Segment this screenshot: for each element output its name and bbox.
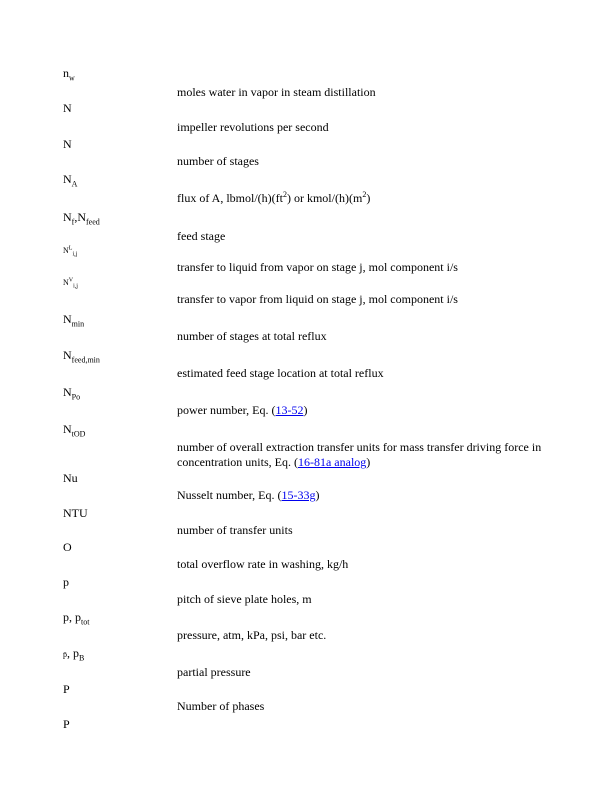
list-item xyxy=(63,277,553,306)
symbol: N xyxy=(63,101,72,115)
definition: moles water in vapor in steam distillation xyxy=(177,85,376,99)
symbol: $N_{min}$ xyxy=(63,312,85,329)
definition: impeller revolutions per second xyxy=(177,120,329,134)
symbol: NTU xyxy=(63,506,88,520)
list-item xyxy=(63,348,553,380)
definition: feed stage xyxy=(177,229,226,243)
definition: number of overall extraction transfer units for mass transfer driving force in concentration units, Eq. (16-81a analog) xyxy=(177,440,542,469)
equation-link[interactable]: 16-81a analog xyxy=(297,455,367,469)
definition: pressure, atm, kPa, psi, bar etc. xyxy=(177,628,327,642)
definition: total overflow rate in washing, kg/h xyxy=(177,557,349,571)
definition: flux of A, lbmol/$(h)(ft^2)$ or kmol/$(h)(m^2)$ xyxy=(177,190,371,205)
symbol: $N_{feed,min}$ xyxy=(63,348,100,365)
list-item xyxy=(63,471,553,502)
symbol: p̄, $p_B$ xyxy=(63,646,85,663)
definition: number of stages at total reflux xyxy=(177,329,327,343)
symbol: p, $p_{tot}$ xyxy=(63,610,90,627)
symbol: $N_{tOD}$ xyxy=(63,422,86,439)
definition: power number, Eq. (13-52) xyxy=(177,403,308,417)
symbol: N xyxy=(63,137,72,151)
list-item xyxy=(63,137,553,168)
list-item xyxy=(63,312,553,343)
symbol: $N^L_{i,j}$ xyxy=(63,245,78,258)
symbol: p xyxy=(63,575,69,589)
symbol: $N_{Po}$ xyxy=(63,385,81,402)
list-item xyxy=(63,422,553,469)
list-item xyxy=(63,172,553,205)
equation-link[interactable]: 15-33g xyxy=(281,488,316,502)
symbol: $N_A$ xyxy=(63,172,78,189)
list-item xyxy=(63,540,553,571)
list-item xyxy=(63,66,553,99)
definition: partial pressure xyxy=(177,665,251,679)
list-item xyxy=(63,506,553,537)
definition: transfer to vapor from liquid on stage j, mol component i/s xyxy=(177,292,458,306)
definition: Nusselt number, Eq. (15-33g) xyxy=(177,488,320,502)
definition: transfer to liquid from vapor on stage j, mol component i/s xyxy=(177,260,458,274)
definition: number of stages xyxy=(177,154,259,168)
list-item xyxy=(63,101,553,134)
definition: Number of phases xyxy=(177,699,265,713)
symbol: $N_f,N_{feed}$ xyxy=(63,210,100,227)
list-item xyxy=(63,245,553,274)
equation-link[interactable]: 13-52 xyxy=(275,403,304,417)
symbol: Nu xyxy=(63,471,78,485)
list-item xyxy=(63,682,553,713)
definition: pitch of sieve plate holes, m xyxy=(177,592,312,606)
list-item xyxy=(63,717,553,731)
symbol: P xyxy=(63,682,70,696)
list-item xyxy=(63,610,553,642)
list-item xyxy=(63,646,553,679)
symbol: P xyxy=(63,717,70,731)
definition: number of transfer units xyxy=(177,523,293,537)
list-item xyxy=(63,575,553,606)
list-item xyxy=(63,210,553,243)
symbol: O xyxy=(63,540,72,554)
symbol: $N^V_{i,j}$ xyxy=(63,277,78,290)
definition: estimated feed stage location at total reflux xyxy=(177,366,384,380)
symbol: $n_w$ xyxy=(63,66,75,83)
list-item xyxy=(63,385,553,417)
